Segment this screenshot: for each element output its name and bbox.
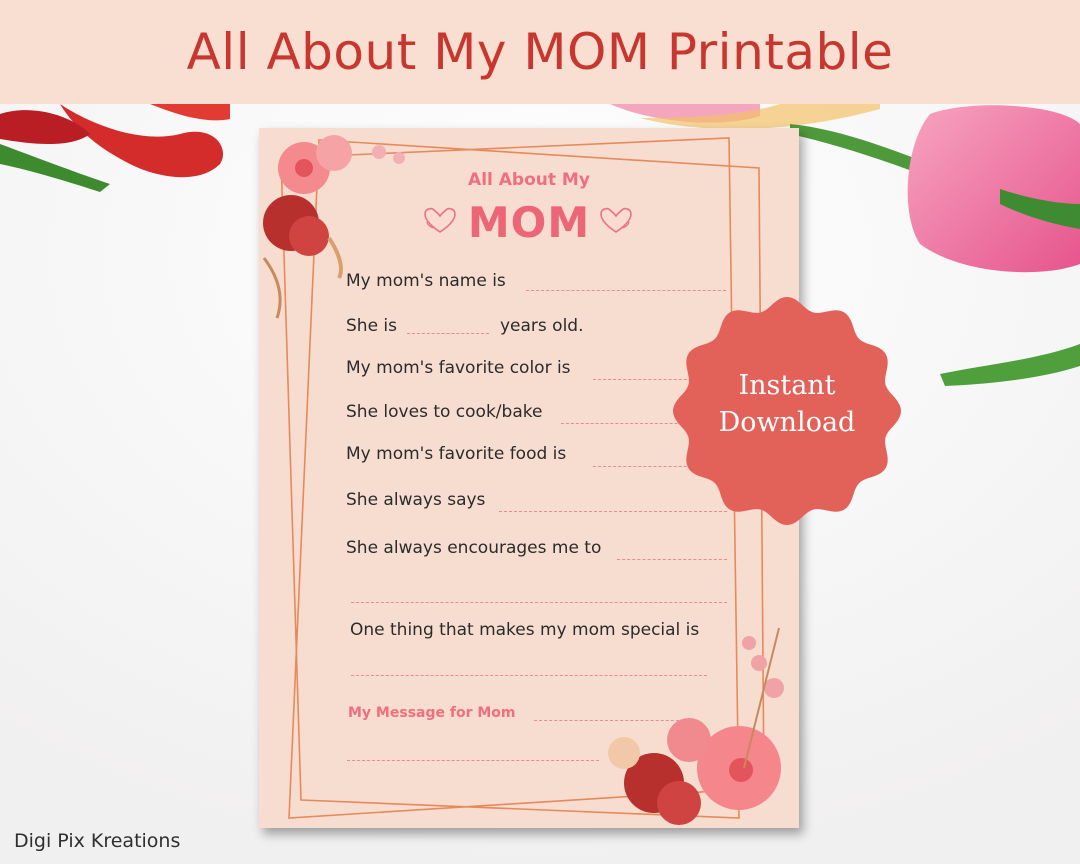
title-banner [0, 0, 1080, 104]
blank-encourages-line2[interactable] [351, 602, 727, 603]
heart-right-icon [599, 206, 633, 236]
prompt-favorite-food: My mom's favorite food is [346, 444, 567, 464]
prompt-mom-name: My mom's name is [346, 271, 506, 291]
blank-message[interactable] [534, 720, 684, 721]
floral-bottom-right [608, 628, 784, 825]
badge-text [671, 367, 903, 441]
prompt-encourages: She always encourages me to [346, 538, 602, 558]
blank-message-line2[interactable] [347, 760, 599, 761]
blank-encourages[interactable] [617, 559, 727, 560]
heart-left-icon [423, 206, 457, 236]
message-for-mom-label: My Message for Mom [348, 705, 516, 721]
prompt-always-says: She always says [346, 490, 486, 510]
prompt-years-old: years old. [500, 316, 584, 336]
prompt-cook-bake: She loves to cook/bake [346, 402, 543, 422]
prompt-favorite-color: My mom's favorite color is [346, 358, 571, 378]
banner-title: All About My MOM Printable [186, 23, 894, 81]
prompt-special: One thing that makes my mom special is [350, 620, 700, 640]
sheet-title-big: MOM [467, 198, 591, 247]
blank-age[interactable] [407, 333, 489, 334]
brand-credit: Digi Pix Kreations [14, 830, 181, 852]
prompt-she-is: She is [346, 316, 398, 336]
blank-special[interactable] [351, 675, 707, 676]
badge-line1: Instant [738, 370, 836, 401]
sheet-title-small: All About My [468, 170, 590, 190]
badge-line2: Download [718, 407, 856, 438]
blank-mom-name[interactable] [526, 290, 726, 291]
